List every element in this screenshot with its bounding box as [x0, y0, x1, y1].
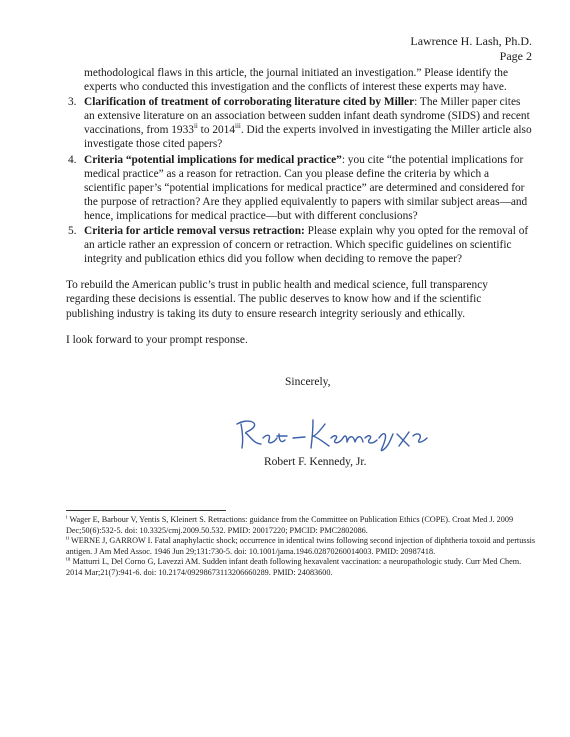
- header-page-number: Page 2: [499, 49, 532, 63]
- footnote-ref: ii: [193, 122, 198, 131]
- letter-body: [66, 66, 532, 347]
- footnote-mark: i: [66, 514, 68, 521]
- item-heading: Criteria “potential implications for medical practice”: [84, 153, 342, 166]
- item-text: . Did the experts involved in investigating the Miller article also investigate those cited papers?: [84, 124, 532, 151]
- header-author: Lawrence H. Lash, Ph.D.: [410, 34, 532, 48]
- footnote-text: WERNE J, GARROW I. Fatal anaphylactic shock; occurrence in identical twins following second injection of diphtheria toxoid and pertussis antigen. J Am Med Assoc. 1946 Jun 29;131:730-5. doi: 10.1001/jama.1946.02870260014003. PMID: 20987418.: [66, 536, 536, 556]
- list-item: [66, 153, 532, 223]
- item-number: 4.: [68, 153, 77, 166]
- handwritten-signature: [233, 410, 433, 454]
- item-text: : The Miller paper cites an extensive literature on an association between sudden infant death syndrome (SIDS) and recent vaccinations, from 1933: [84, 96, 530, 137]
- continued-paragraph: methodological flaws in this article, the journal initiated an investigation.” Please identify the experts who conducted this investigation and the conflicts of interest these experts may have.: [84, 67, 509, 94]
- footnote: [66, 515, 536, 536]
- footnotes: [66, 515, 536, 579]
- footnote: [66, 536, 536, 557]
- footnote: [66, 557, 536, 578]
- footnote-text: Matturri L, Del Corno G, Lavezzi AM. Sudden infant death following hexavalent vaccination: a neuropathologic study. Curr Med Chem. 2014 Mar;21(7):941-6. doi: 10.2174/09298673113206660289. PMID: 24083600.: [66, 557, 522, 577]
- item-heading: Clarification of treatment of corroborating literature cited by Miller: [84, 96, 415, 109]
- footnote-ref: iii: [235, 122, 241, 131]
- item-number: 3.: [68, 96, 77, 109]
- list-item: [66, 224, 532, 266]
- item-text: : you cite “the potential implications for medical practice” as a reason for retraction. Can you please define the criteria by which a scientific paper’s “potential implications for medical practice” are determined and considered for the purpose of retraction? Are they applied equivalently to papers with similar subject areas—and hence, implications for medical practice—but with different conclusions?: [84, 153, 528, 222]
- item-heading: Criteria for article removal versus retraction:: [84, 225, 305, 238]
- item-text: Please explain why you opted for the removal of an article rather an expression of concern or retraction. Which specific guidelines on scientific integrity and publication ethics did you follow when deciding to remove the paper?: [84, 225, 529, 266]
- signer-name: Robert F. Kennedy, Jr.: [264, 456, 367, 468]
- item-number: 5.: [68, 225, 77, 238]
- closing-salutation: Sincerely,: [285, 376, 331, 388]
- question-list: [66, 95, 532, 266]
- footnote-divider: [66, 510, 226, 511]
- footnote-text: Wager E, Barbour V, Yentis S, Kleinert S. Retractions: guidance from the Committee on Publication Ethics (COPE). Croat Med J. 2009 Dec;50(6):532-5. doi: 10.3325/cmj.2009.50.532. PMID: 20017220; PMCID: PMC2802086.: [66, 515, 514, 535]
- footnote-mark: ii: [66, 535, 70, 542]
- page-header: [410, 34, 532, 64]
- item-text: to 2014: [197, 124, 236, 137]
- transparency-paragraph: To rebuild the American public’s trust in public health and medical science, full transparency regarding these decisions is essential. The public deserves to know how and if the scientific publishing industry is taking its duty to ensure research integrity seriously and ethically.: [66, 279, 488, 320]
- footnote-mark: iii: [66, 556, 71, 563]
- response-paragraph: I look forward to your prompt response.: [66, 333, 248, 346]
- list-item: [66, 95, 532, 151]
